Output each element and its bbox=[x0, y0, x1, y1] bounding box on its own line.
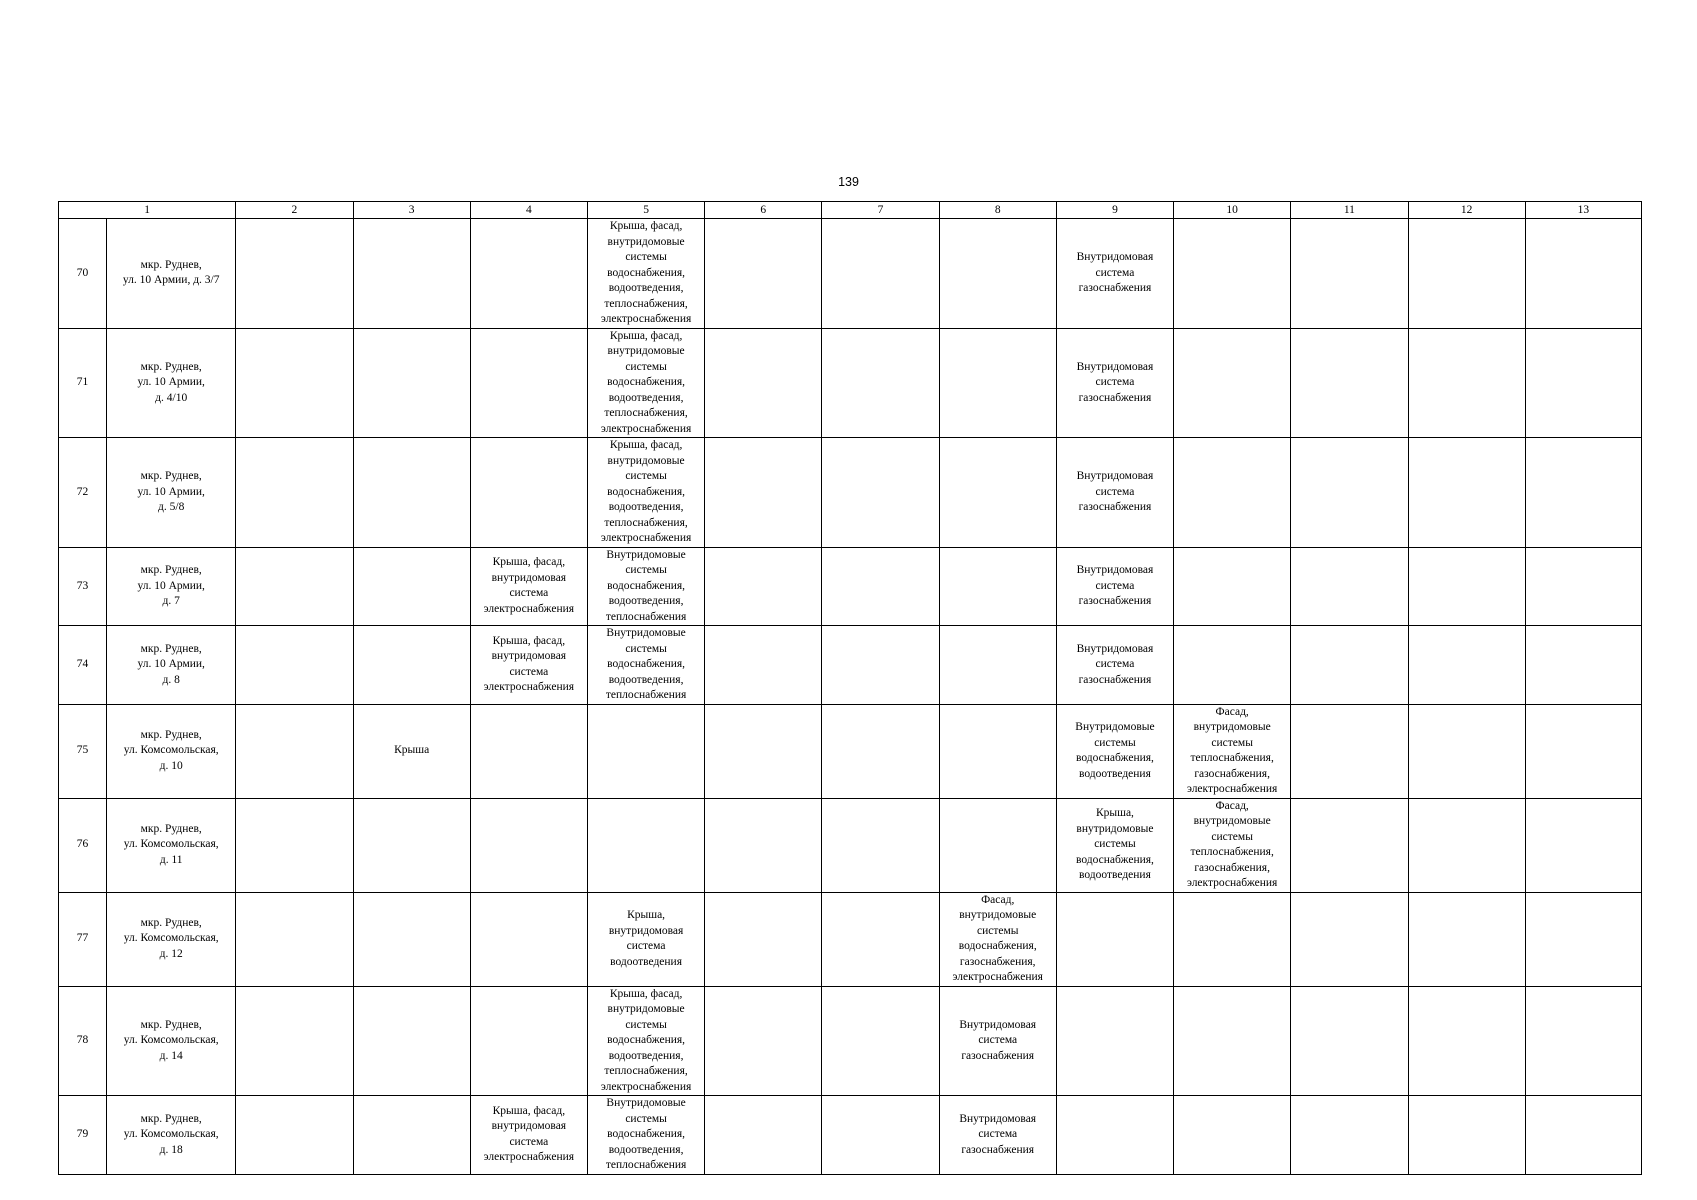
work-cell-col-9 bbox=[1056, 1096, 1173, 1175]
work-cell-col-2 bbox=[236, 798, 353, 892]
work-cell-col-7 bbox=[822, 798, 939, 892]
cell-text: Крыша, фасад, внутридомовые системы водоснабжения, водоотведения, теплоснабжения, электроснабжения bbox=[600, 439, 692, 544]
repair-schedule-table bbox=[58, 201, 1642, 1175]
work-cell-col-3 bbox=[353, 1096, 470, 1175]
work-cell-col-9 bbox=[1056, 626, 1173, 705]
column-header: 9 bbox=[1056, 202, 1173, 219]
work-cell-col-2 bbox=[236, 892, 353, 986]
cell-text: 74 bbox=[76, 658, 89, 670]
work-cell-col-11 bbox=[1291, 892, 1408, 986]
work-cell-col-6 bbox=[705, 1096, 822, 1175]
cell-text: Внутридомовые системы водоснабжения, водоотведения, теплоснабжения bbox=[605, 548, 687, 623]
column-header: 10 bbox=[1174, 202, 1291, 219]
work-cell-col-10 bbox=[1174, 986, 1291, 1096]
row-number-cell bbox=[59, 328, 107, 438]
work-cell-col-2 bbox=[236, 986, 353, 1096]
work-cell-col-8 bbox=[939, 986, 1056, 1096]
address-cell bbox=[107, 219, 236, 329]
row-number-cell bbox=[59, 219, 107, 329]
work-cell-col-5 bbox=[587, 798, 704, 892]
cell-text: Внутридомовая система газоснабжения bbox=[1076, 360, 1154, 404]
column-header: 3 bbox=[353, 202, 470, 219]
work-cell-col-8 bbox=[939, 547, 1056, 626]
cell-text: мкр. Руднев, ул. Комсомольская, д. 14 bbox=[123, 1018, 219, 1062]
address-cell bbox=[107, 626, 236, 705]
work-cell-col-5 bbox=[587, 219, 704, 329]
work-cell-col-5 bbox=[587, 986, 704, 1096]
address-cell bbox=[107, 986, 236, 1096]
cell-text: Крыша, внутридомовые системы водоснабжения, водоотведения bbox=[1075, 807, 1154, 882]
cell-text: Крыша, внутридомовая система водоотведения bbox=[608, 909, 684, 968]
work-cell-col-3 bbox=[353, 328, 470, 438]
work-cell-col-3 bbox=[353, 219, 470, 329]
work-cell-col-2 bbox=[236, 626, 353, 705]
row-number-cell bbox=[59, 704, 107, 798]
work-cell-col-13 bbox=[1525, 438, 1641, 548]
work-cell-col-8 bbox=[939, 219, 1056, 329]
cell-text: Внутридомовые системы водоснабжения, водоотведения bbox=[1075, 721, 1155, 780]
cell-text: Внутридомовая система газоснабжения bbox=[1076, 470, 1154, 513]
work-cell-col-12 bbox=[1408, 547, 1525, 626]
work-cell-col-10 bbox=[1174, 704, 1291, 798]
cell-text: Крыша bbox=[394, 744, 430, 757]
work-cell-col-9 bbox=[1056, 704, 1173, 798]
work-cell-col-4 bbox=[470, 892, 587, 986]
address-cell bbox=[107, 1096, 236, 1175]
address-cell bbox=[107, 892, 236, 986]
address-cell bbox=[107, 798, 236, 892]
cell-text: 77 bbox=[76, 932, 89, 945]
table-row bbox=[59, 1096, 1642, 1175]
address-cell bbox=[107, 438, 236, 548]
table-row bbox=[59, 438, 1642, 548]
table-row bbox=[59, 704, 1642, 798]
work-cell-col-6 bbox=[705, 986, 822, 1096]
work-cell-col-10 bbox=[1174, 798, 1291, 892]
table-row bbox=[59, 892, 1642, 986]
work-cell-col-4 bbox=[470, 1096, 587, 1175]
cell-text: 76 bbox=[76, 838, 89, 851]
cell-text: Крыша, фасад, внутридомовые системы водоснабжения, водоотведения, теплоснабжения, электроснабжения bbox=[600, 220, 692, 325]
cell-text: Фасад, внутридомовые системы теплоснабжения, газоснабжения, электроснабжения bbox=[1186, 799, 1278, 889]
work-cell-col-6 bbox=[705, 892, 822, 986]
work-cell-col-3 bbox=[353, 798, 470, 892]
column-header: 1 bbox=[59, 202, 236, 219]
cell-text: мкр. Руднев, ул. 10 Армии, д. 3/7 bbox=[122, 258, 220, 287]
work-cell-col-9 bbox=[1056, 892, 1173, 986]
work-cell-col-9 bbox=[1056, 438, 1173, 548]
cell-text: мкр. Руднев, ул. Комсомольская, д. 10 bbox=[123, 728, 219, 772]
work-cell-col-6 bbox=[705, 328, 822, 438]
work-cell-col-4 bbox=[470, 219, 587, 329]
cell-text: Внутридомовые системы водоснабжения, водоотведения, теплоснабжения bbox=[605, 627, 687, 701]
work-cell-col-12 bbox=[1408, 328, 1525, 438]
cell-text: Фасад, внутридомовые системы водоснабжения, газоснабжения, электроснабжения bbox=[952, 893, 1043, 983]
work-cell-col-5 bbox=[587, 1096, 704, 1175]
cell-text: мкр. Руднев, ул. 10 Армии, д. 8 bbox=[137, 642, 205, 686]
cell-text: Фасад, внутридомовые системы теплоснабжения, газоснабжения, электроснабжения bbox=[1186, 705, 1278, 795]
address-cell bbox=[107, 704, 236, 798]
work-cell-col-13 bbox=[1525, 986, 1641, 1096]
cell-text: Внутридомовая система газоснабжения bbox=[1076, 564, 1154, 607]
work-cell-col-13 bbox=[1525, 704, 1641, 798]
work-cell-col-12 bbox=[1408, 892, 1525, 986]
cell-text: мкр. Руднев, ул. Комсомольская, д. 18 bbox=[123, 1112, 219, 1156]
work-cell-col-12 bbox=[1408, 986, 1525, 1096]
work-cell-col-12 bbox=[1408, 798, 1525, 892]
cell-text: мкр. Руднев, ул. 10 Армии, д. 7 bbox=[137, 564, 205, 607]
work-cell-col-11 bbox=[1291, 626, 1408, 705]
work-cell-col-9 bbox=[1056, 328, 1173, 438]
work-cell-col-7 bbox=[822, 438, 939, 548]
row-number-cell bbox=[59, 547, 107, 626]
address-cell bbox=[107, 328, 236, 438]
work-cell-col-12 bbox=[1408, 438, 1525, 548]
work-cell-col-7 bbox=[822, 704, 939, 798]
work-cell-col-12 bbox=[1408, 1096, 1525, 1175]
work-cell-col-4 bbox=[470, 626, 587, 705]
table-row bbox=[59, 328, 1642, 438]
work-cell-col-4 bbox=[470, 547, 587, 626]
row-number-cell bbox=[59, 438, 107, 548]
work-cell-col-3 bbox=[353, 986, 470, 1096]
work-cell-col-3 bbox=[353, 438, 470, 548]
work-cell-col-4 bbox=[470, 986, 587, 1096]
column-header: 13 bbox=[1525, 202, 1641, 219]
work-cell-col-13 bbox=[1525, 798, 1641, 892]
table-row bbox=[59, 547, 1642, 626]
work-cell-col-4 bbox=[470, 438, 587, 548]
cell-text: 71 bbox=[76, 376, 89, 388]
column-header: 2 bbox=[236, 202, 353, 219]
work-cell-col-7 bbox=[822, 547, 939, 626]
cell-text: Крыша, фасад, внутридомовая система электроснабжения bbox=[483, 634, 575, 694]
work-cell-col-6 bbox=[705, 798, 822, 892]
work-cell-col-6 bbox=[705, 704, 822, 798]
row-number-cell bbox=[59, 798, 107, 892]
page-number: 139 bbox=[838, 175, 859, 189]
work-cell-col-11 bbox=[1291, 1096, 1408, 1175]
work-cell-col-6 bbox=[705, 438, 822, 548]
work-cell-col-12 bbox=[1408, 626, 1525, 705]
work-cell-col-2 bbox=[236, 704, 353, 798]
column-header: 5 bbox=[587, 202, 704, 219]
work-cell-col-11 bbox=[1291, 328, 1408, 438]
work-cell-col-10 bbox=[1174, 328, 1291, 438]
row-number-cell bbox=[59, 892, 107, 986]
column-header: 8 bbox=[939, 202, 1056, 219]
work-cell-col-6 bbox=[705, 219, 822, 329]
work-cell-col-13 bbox=[1525, 892, 1641, 986]
work-cell-col-3 bbox=[353, 704, 470, 798]
work-cell-col-10 bbox=[1174, 219, 1291, 329]
work-cell-col-5 bbox=[587, 438, 704, 548]
work-cell-col-5 bbox=[587, 547, 704, 626]
cell-text: Внутридомовая система газоснабжения bbox=[1076, 642, 1154, 686]
row-number-cell bbox=[59, 986, 107, 1096]
work-cell-col-2 bbox=[236, 438, 353, 548]
work-cell-col-11 bbox=[1291, 986, 1408, 1096]
address-cell bbox=[107, 547, 236, 626]
work-cell-col-11 bbox=[1291, 798, 1408, 892]
work-cell-col-9 bbox=[1056, 798, 1173, 892]
work-cell-col-6 bbox=[705, 547, 822, 626]
work-cell-col-10 bbox=[1174, 547, 1291, 626]
column-header: 12 bbox=[1408, 202, 1525, 219]
row-number-cell bbox=[59, 626, 107, 705]
work-cell-col-11 bbox=[1291, 219, 1408, 329]
work-cell-col-5 bbox=[587, 626, 704, 705]
cell-text: Внутридомовые системы водоснабжения, водоотведения, теплоснабжения bbox=[605, 1097, 687, 1171]
column-header: 4 bbox=[470, 202, 587, 219]
work-cell-col-10 bbox=[1174, 892, 1291, 986]
cell-text: 79 bbox=[76, 1128, 89, 1140]
work-cell-col-5 bbox=[587, 328, 704, 438]
header-row bbox=[59, 202, 1642, 219]
cell-text: Внутридомовая система газоснабжения bbox=[959, 1018, 1037, 1062]
work-cell-col-10 bbox=[1174, 438, 1291, 548]
work-cell-col-13 bbox=[1525, 219, 1641, 329]
work-cell-col-4 bbox=[470, 704, 587, 798]
work-cell-col-7 bbox=[822, 626, 939, 705]
cell-text: 72 bbox=[76, 485, 89, 498]
table-row bbox=[59, 798, 1642, 892]
work-cell-col-9 bbox=[1056, 547, 1173, 626]
cell-text: мкр. Руднев, ул. Комсомольская, д. 11 bbox=[123, 822, 219, 866]
cell-text: Крыша, фасад, внутридомовые системы водоснабжения, водоотведения, теплоснабжения, электроснабжения bbox=[600, 329, 692, 435]
work-cell-col-9 bbox=[1056, 986, 1173, 1096]
work-cell-col-9 bbox=[1056, 219, 1173, 329]
work-cell-col-5 bbox=[587, 704, 704, 798]
work-cell-col-13 bbox=[1525, 626, 1641, 705]
work-cell-col-2 bbox=[236, 547, 353, 626]
work-cell-col-2 bbox=[236, 328, 353, 438]
work-cell-col-8 bbox=[939, 704, 1056, 798]
work-cell-col-7 bbox=[822, 328, 939, 438]
work-cell-col-8 bbox=[939, 892, 1056, 986]
work-cell-col-5 bbox=[587, 892, 704, 986]
work-cell-col-13 bbox=[1525, 328, 1641, 438]
work-cell-col-3 bbox=[353, 892, 470, 986]
table-row bbox=[59, 986, 1642, 1096]
work-cell-col-7 bbox=[822, 219, 939, 329]
work-cell-col-6 bbox=[705, 626, 822, 705]
work-cell-col-4 bbox=[470, 798, 587, 892]
work-cell-col-12 bbox=[1408, 219, 1525, 329]
work-cell-col-7 bbox=[822, 892, 939, 986]
cell-text: 70 bbox=[76, 266, 89, 279]
work-cell-col-3 bbox=[353, 547, 470, 626]
work-cell-col-8 bbox=[939, 626, 1056, 705]
cell-text: 78 bbox=[76, 1034, 89, 1046]
column-header: 7 bbox=[822, 202, 939, 219]
work-cell-col-8 bbox=[939, 438, 1056, 548]
work-cell-col-7 bbox=[822, 1096, 939, 1175]
row-number-cell bbox=[59, 1096, 107, 1175]
column-header: 6 bbox=[705, 202, 822, 219]
work-cell-col-8 bbox=[939, 798, 1056, 892]
work-cell-col-3 bbox=[353, 626, 470, 705]
cell-text: мкр. Руднев, ул. 10 Армии, д. 4/10 bbox=[137, 360, 205, 404]
work-cell-col-13 bbox=[1525, 547, 1641, 626]
work-cell-col-2 bbox=[236, 1096, 353, 1175]
cell-text: 75 bbox=[76, 744, 89, 757]
work-cell-col-13 bbox=[1525, 1096, 1641, 1175]
work-cell-col-11 bbox=[1291, 547, 1408, 626]
table-row bbox=[59, 219, 1642, 329]
cell-text: Крыша, фасад, внутридомовая система электроснабжения bbox=[483, 556, 575, 615]
table-row bbox=[59, 626, 1642, 705]
work-cell-col-8 bbox=[939, 1096, 1056, 1175]
work-cell-col-7 bbox=[822, 986, 939, 1096]
cell-text: Крыша, фасад, внутридомовые системы водоснабжения, водоотведения, теплоснабжения, электроснабжения bbox=[600, 987, 692, 1093]
work-cell-col-12 bbox=[1408, 704, 1525, 798]
cell-text: Внутридомовая система газоснабжения bbox=[1076, 251, 1154, 294]
cell-text: Крыша, фасад, внутридомовая система электроснабжения bbox=[483, 1104, 575, 1164]
work-cell-col-4 bbox=[470, 328, 587, 438]
work-cell-col-2 bbox=[236, 219, 353, 329]
work-cell-col-8 bbox=[939, 328, 1056, 438]
column-header: 11 bbox=[1291, 202, 1408, 219]
work-cell-col-11 bbox=[1291, 438, 1408, 548]
cell-text: мкр. Руднев, ул. 10 Армии, д. 5/8 bbox=[137, 470, 205, 513]
cell-text: 73 bbox=[76, 579, 89, 592]
work-cell-col-11 bbox=[1291, 704, 1408, 798]
cell-text: Внутридомовая система газоснабжения bbox=[959, 1112, 1037, 1156]
work-cell-col-10 bbox=[1174, 626, 1291, 705]
cell-text: мкр. Руднев, ул. Комсомольская, д. 12 bbox=[123, 916, 219, 960]
work-cell-col-10 bbox=[1174, 1096, 1291, 1175]
